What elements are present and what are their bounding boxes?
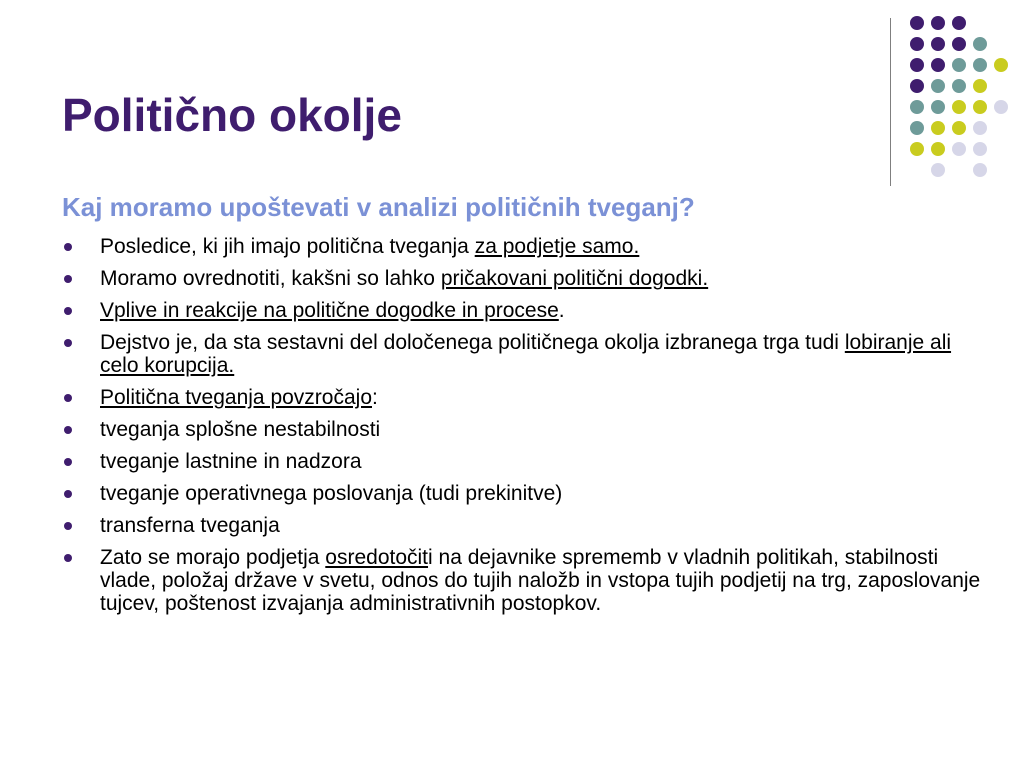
decorative-dot bbox=[952, 142, 966, 156]
decorative-dot bbox=[931, 163, 945, 177]
decorative-dot bbox=[931, 142, 945, 156]
bullet-text: . bbox=[558, 299, 565, 322]
decorative-dot bbox=[952, 121, 966, 135]
decorative-dot bbox=[973, 163, 987, 177]
decorative-dot bbox=[994, 58, 1008, 72]
decorative-dot bbox=[952, 58, 966, 72]
bullet-item bbox=[62, 514, 982, 537]
decorative-dot bbox=[910, 37, 924, 51]
decorative-dot bbox=[931, 121, 945, 135]
decorative-dot bbox=[994, 100, 1008, 114]
bullet-text: Posledice, ki jih imajo politična tveganja bbox=[100, 235, 475, 258]
decorative-dot bbox=[910, 79, 924, 93]
bullet-text-underlined: osredotočit bbox=[325, 546, 429, 569]
decorative-dot bbox=[973, 58, 987, 72]
decorative-dot bbox=[952, 100, 966, 114]
slide-title: Politično okolje bbox=[62, 89, 402, 141]
decorative-dot bbox=[952, 79, 966, 93]
decorative-dot bbox=[952, 16, 966, 30]
decorative-dot bbox=[931, 79, 945, 93]
bullet-text: tveganja splošne nestabilnosti bbox=[100, 418, 381, 441]
decorative-dot bbox=[931, 100, 945, 114]
bullet-item bbox=[62, 386, 982, 409]
bullet-item bbox=[62, 299, 982, 322]
bullet-item bbox=[62, 450, 982, 473]
bullet-text: i na dejavnike sprememb v vladnih politikah, stabilnosti vlade, položaj države v svetu, odnos do tujih naložb in vstopa tujih podjetij na trg, zaposlovanje tujcev, poštenost izvajanja administrativnih postopkov. bbox=[100, 546, 981, 615]
decorative-dot bbox=[973, 121, 987, 135]
decorative-dot bbox=[973, 37, 987, 51]
bullet-text-underlined: Politična tveganja povzročajo bbox=[100, 386, 372, 409]
bullet-dot-icon bbox=[64, 339, 72, 347]
bullet-text: Zato se morajo podjetja bbox=[100, 546, 326, 569]
bullet-dot-icon bbox=[64, 243, 72, 251]
decorative-dot bbox=[910, 16, 924, 30]
bullet-item bbox=[62, 331, 982, 377]
bullet-text: tveganje operativnega poslovanja (tudi prekinitve) bbox=[100, 482, 563, 505]
bullet-item bbox=[62, 482, 982, 505]
bullet-dot-icon bbox=[64, 394, 72, 402]
bullet-text: Moramo ovrednotiti, kakšni so lahko bbox=[100, 267, 441, 290]
bullet-dot-icon bbox=[64, 307, 72, 315]
bullet-dot-icon bbox=[64, 275, 72, 283]
decorative-dot bbox=[973, 79, 987, 93]
bullet-item bbox=[62, 267, 982, 290]
decorative-dot bbox=[931, 16, 945, 30]
decorative-dot bbox=[910, 58, 924, 72]
bullet-text: Dejstvo je, da sta sestavni del določenega političnega okolja izbranega trga tudi bbox=[100, 331, 845, 354]
bullet-item bbox=[62, 235, 982, 258]
bullet-dot-icon bbox=[64, 490, 72, 498]
decorative-dot bbox=[931, 58, 945, 72]
vertical-divider bbox=[890, 18, 891, 186]
bullet-text-underlined: za podjetje samo. bbox=[474, 235, 640, 258]
decorative-dot bbox=[910, 121, 924, 135]
decorative-dot bbox=[910, 100, 924, 114]
bullet-dot-icon bbox=[64, 522, 72, 530]
bullet-text: transferna tveganja bbox=[100, 514, 280, 537]
bullet-text-underlined: pričakovani politični dogodki. bbox=[440, 267, 709, 290]
bullet-text-underlined: lobiranje ali celo korupcija. bbox=[100, 331, 952, 377]
bullet-dot-icon bbox=[64, 554, 72, 562]
decorative-dot bbox=[952, 37, 966, 51]
bullet-text: tveganje lastnine in nadzora bbox=[100, 450, 362, 473]
bullet-item bbox=[62, 546, 982, 615]
decorative-dot bbox=[973, 100, 987, 114]
slide-subtitle: Kaj moramo upoštevati v analizi političnih tveganj? bbox=[62, 192, 695, 222]
decorative-dot bbox=[973, 142, 987, 156]
bullet-dot-icon bbox=[64, 458, 72, 466]
bullet-dot-icon bbox=[64, 426, 72, 434]
bullet-list bbox=[62, 235, 982, 624]
bullet-text: : bbox=[372, 386, 378, 409]
decorative-dot bbox=[931, 37, 945, 51]
bullet-text-underlined: Vplive in reakcije na politične dogodke in procese bbox=[100, 299, 559, 322]
bullet-item bbox=[62, 418, 982, 441]
decorative-dot bbox=[910, 142, 924, 156]
